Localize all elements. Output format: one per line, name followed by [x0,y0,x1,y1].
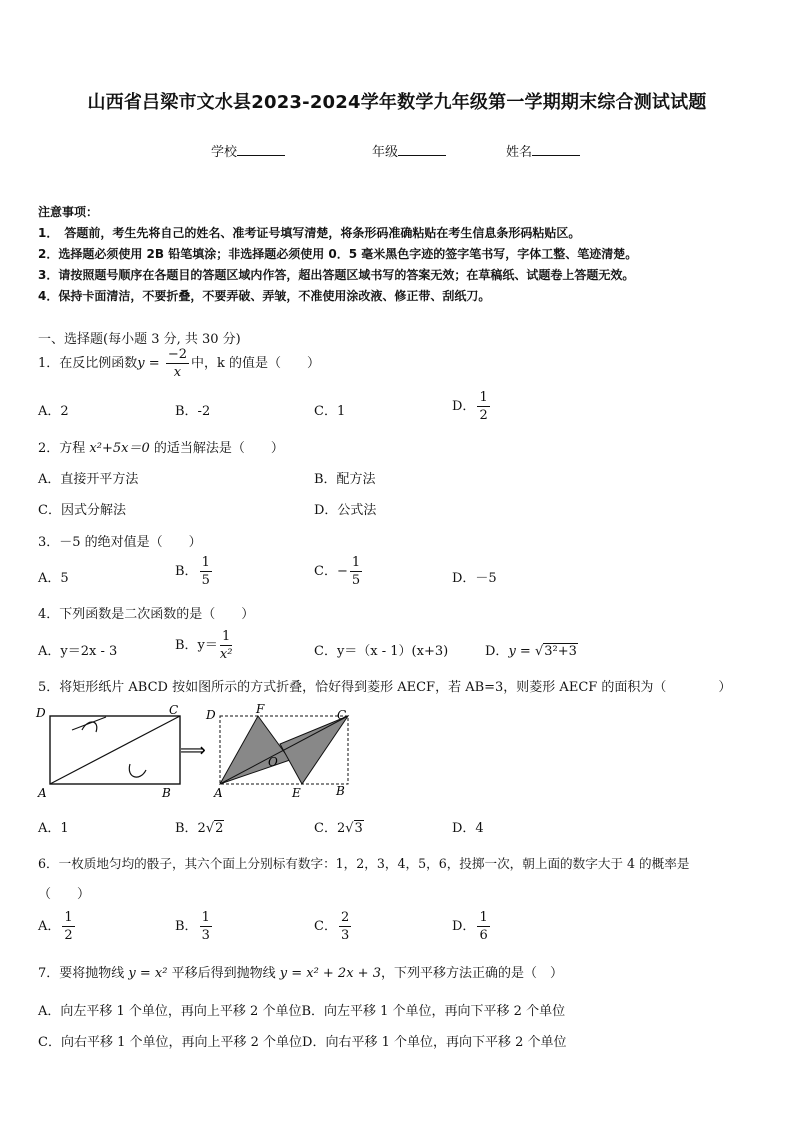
q6-c-label: C． [314,919,337,934]
q4-b-fraction [220,630,233,661]
q2-option-d[interactable]: D．公式法 [314,503,377,518]
q5-option-a[interactable]: A．1 [38,821,69,836]
q7-parabola-2: y = x² + 2x + 3 [279,966,381,981]
q6-c-fraction [339,911,351,942]
q4-d-prefix: y = [508,644,535,659]
question-2 [38,437,284,456]
q7-stem-mid: 平移后得到抛物线 [171,966,280,981]
fold-arrow-line [72,717,106,730]
transform-arrow-icon: ⟹ [180,740,206,761]
q1-d-label: D． [452,399,476,414]
label-o: O [268,755,278,769]
q5-c-label: C．2 [314,821,346,836]
q6-a-den: 2 [64,928,73,943]
shaded-triangle-left [220,716,290,784]
q4-d-label: D． [485,644,509,659]
label-d2: D [206,708,216,722]
q4-option-d[interactable] [485,640,578,659]
label-c: C [169,703,179,717]
q6-option-c[interactable] [314,911,353,942]
shaded-triangle-right [280,716,348,784]
q2-option-b[interactable]: B．配方法 [314,472,376,487]
grade-blank [398,143,446,156]
name-blank [532,143,580,156]
radical-sign: √ [345,821,354,836]
question-6: 6．一枚质地匀均的骰子，其六个面上分别标有数字：1，2，3，4，5，6，投掷一次，朝上面的数字大于 4 的概率是 [38,856,690,871]
label-c2: C [337,708,347,722]
q4-b-num: 1 [220,630,233,646]
q6-d-num: 1 [479,910,488,925]
label-d: D [36,706,46,720]
q5-b-radicand: 2 [215,821,224,836]
q1-d-fraction [477,391,489,422]
q2-equation: x²+5x＝0 [89,441,150,456]
label-f: F [256,702,265,716]
radical-sign: √ [205,821,215,836]
q6-option-b[interactable] [175,911,214,942]
note-item: 4．保持卡面清洁，不要折叠，不要弄破、弄皱，不准使用涂改液、修正带、刮纸刀。 [38,289,491,303]
q1-option-a[interactable]: A．2 [38,404,69,419]
q1-option-d[interactable] [452,391,492,422]
q3-option-b[interactable] [175,556,214,587]
q6-a-fraction [62,911,74,942]
q1-d-num: 1 [479,390,488,405]
q6-b-fraction [200,911,212,942]
school-field [211,141,285,160]
q1-num: −2 [167,347,187,362]
q7-stem-post: ，下列平移方法正确的是（ ） [380,966,563,981]
name-field [506,141,580,160]
q3-c-den: 5 [351,573,361,588]
q6-c-num: 2 [340,910,350,925]
q1-option-b[interactable]: B．-2 [175,404,211,419]
q5-c-radicand: 3 [354,821,363,836]
label-a2: A [214,786,223,800]
q2-option-c[interactable]: C．因式分解法 [38,503,126,518]
q4-option-c[interactable]: C．y＝（x - 1）(x+3) [314,644,449,659]
grade-label: 年级 [372,145,399,160]
diagonal-ac [50,716,180,784]
q3-c-label: C．− [314,564,348,579]
q3-c-num: 1 [351,555,361,570]
q2-stem-pre: 2．方程 [38,441,90,456]
q6-paren: （ ） [38,887,91,902]
q1-stem-pre: 1．在反比例函数 [38,356,138,371]
q4-option-b[interactable] [175,630,234,661]
q3-b-label: B． [175,564,198,579]
q6-d-label: D． [452,919,476,934]
q7-parabola-1: y = x² [128,966,172,981]
radical-sign: √ [534,644,544,659]
q3-b-fraction [200,556,212,587]
q3-option-d[interactable]: D．－5 [452,571,497,586]
q2-stem-post: 的适当解法是（ ） [149,441,284,456]
label-b2: B [336,784,345,798]
section-heading: 一、选择题(每小题 3 分, 共 30 分) [38,332,241,347]
q4-option-a[interactable]: A．y＝2x - 3 [38,644,118,659]
q3-option-a[interactable]: A．5 [38,571,69,586]
q6-b-num: 1 [201,910,210,925]
q3-b-num: 1 [201,555,210,570]
q3-c-fraction [350,556,362,587]
q6-a-label: A． [38,919,61,934]
q6-b-den: 3 [201,928,210,943]
q6-option-a[interactable] [38,911,77,942]
q7-stem-pre: 7．要将抛物线 [38,966,129,981]
page-title: 山西省吕梁市文水县2023-2024学年数学九年级第一学期期末综合测试试题 [87,92,707,113]
q6-d-den: 6 [479,928,488,943]
q2-option-a[interactable]: A．直接开平方法 [38,472,139,487]
school-blank [237,143,285,156]
note-item: 3．请按照题号顺序在各题目的答题区域内作答，超出答题区域书写的答案无效；在草稿纸、试题卷上答题无效。 [38,268,635,282]
q5-b-label: B．2 [175,821,206,836]
q5-option-c[interactable] [314,817,364,836]
q5-option-b[interactable] [175,817,224,836]
q1-d-den: 2 [479,408,488,423]
q3-option-c[interactable] [314,556,364,587]
question-7 [38,962,563,981]
grade-field [372,141,446,160]
label-a: A [38,786,47,800]
q5-option-d[interactable]: D．4 [452,821,484,836]
q7-options-cd[interactable]: C．向右平移 1 个单位，再向上平移 2 个单位D．向右平移 1 个单位，再向下平移 2 个单位 [38,1035,567,1050]
q7-options-ab[interactable]: A．向左平移 1 个单位，再向上平移 2 个单位B．向左平移 1 个单位，再向下平移 2 个单位 [38,1004,566,1019]
q1-fraction [166,348,189,379]
q6-a-num: 1 [64,910,73,925]
q6-option-d[interactable] [452,911,492,942]
question-4: 4．下列函数是二次函数的是（ ） [38,607,255,622]
fold-arc-bottom [129,764,146,777]
q1-stem-post: 中，k 的值是（ ） [190,356,320,371]
question-5: 5．将矩形纸片 ABCD 按如图所示的方式折叠，恰好得到菱形 AECF，若 AB=3，则菱形 AECF 的面积为（ ） [38,680,732,695]
q1-var: y [137,356,145,371]
q6-d-fraction [477,911,489,942]
note-item: 1． 答题前，考生先将自己的姓名、准考证号填写清楚，将条形码准确粘贴在考生信息条形码粘贴区。 [38,226,581,240]
question-3: 3．－5 的绝对值是（ ） [38,535,202,550]
school-label: 学校 [211,145,238,160]
notes-heading: 注意事项： [38,205,99,219]
question-1 [38,348,320,379]
q4-b-den: x² [219,647,233,662]
q1-option-c[interactable]: C．1 [314,404,346,419]
q4-d-radicand: 3²+3 [544,644,577,659]
label-e: E [292,786,301,800]
q1-eq: = [144,356,164,371]
q4-b-label: B．y＝ [175,638,218,653]
q6-b-label: B． [175,919,198,934]
label-b: B [162,786,171,800]
name-label: 姓名 [506,145,533,160]
q6-c-den: 3 [340,928,350,943]
folding-figure [30,700,360,800]
q1-den: x [173,365,182,380]
note-item: 2．选择题必须使用 2B 铅笔填涂；非选择题必须使用 0．5 毫米黑色字迹的签字笔书写，字体工整、笔迹清楚。 [38,247,638,261]
q3-b-den: 5 [201,573,210,588]
